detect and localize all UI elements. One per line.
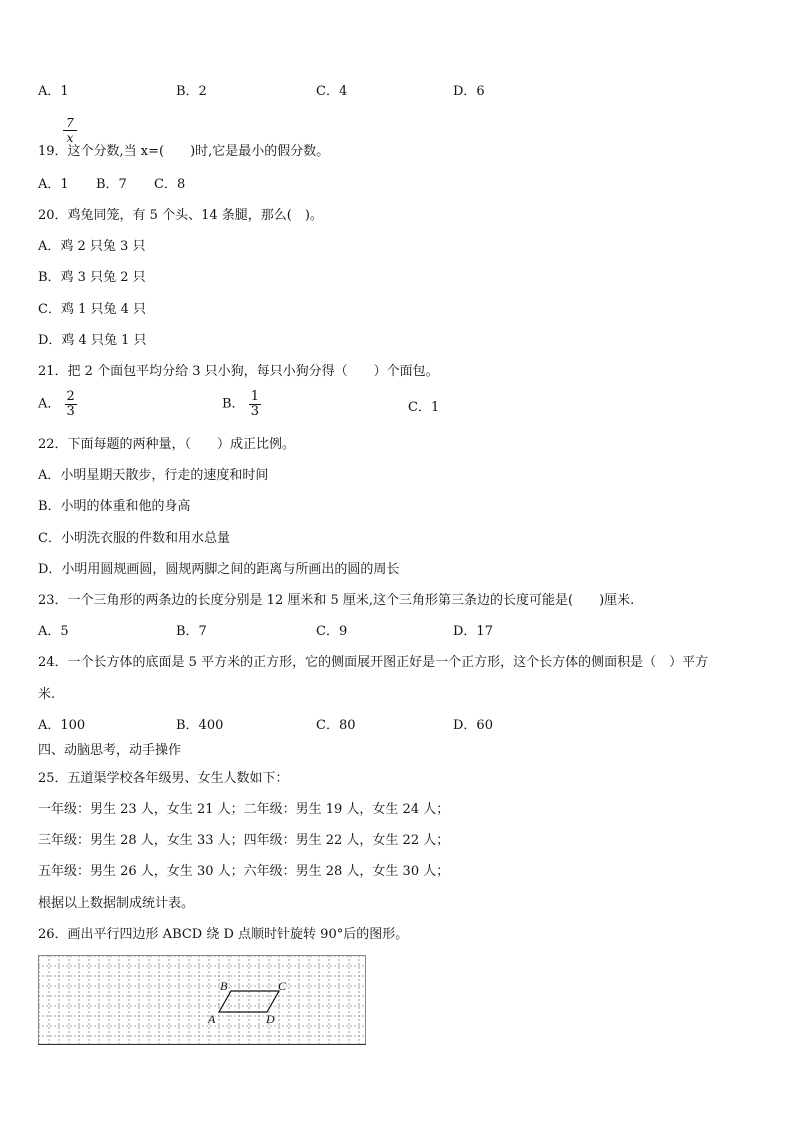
q18-option-b: B．2 xyxy=(176,84,207,99)
q18-option-c: C．4 xyxy=(316,84,348,99)
q21-option-a-fraction xyxy=(65,390,77,419)
grid-figure xyxy=(38,955,366,1045)
q20-option-b: B．鸡 3 只兔 2 只 xyxy=(38,270,146,285)
q24-option-d: D．60 xyxy=(453,718,493,733)
q26-question: 26．画出平行四边形 ABCD 绕 D 点顺时针旋转 90°后的图形。 xyxy=(38,927,409,942)
q19-option-a: A．1 xyxy=(38,177,69,192)
q19-option-b: B．7 xyxy=(96,177,127,192)
q20-option-a: A．鸡 2 只兔 3 只 xyxy=(38,239,146,254)
q21-option-a-numerator: 2 xyxy=(66,389,75,404)
grid-lines xyxy=(38,955,366,1045)
q21-option-b-fraction xyxy=(249,390,261,419)
q24-option-b: B．400 xyxy=(176,718,224,733)
q22-option-a: A．小明星期天散步，行走的速度和时间 xyxy=(38,468,269,483)
q21-option-a-denominator: 3 xyxy=(66,404,75,419)
q19-option-c: C．8 xyxy=(154,177,186,192)
q21-option-a-label: A． xyxy=(38,396,61,412)
q21-option-b xyxy=(222,390,261,419)
vertex-label-c: C xyxy=(278,979,287,993)
q23-option-d: D．17 xyxy=(453,624,493,639)
q25-instruction: 根据以上数据制成统计表。 xyxy=(38,896,195,911)
q23-option-b: B．7 xyxy=(176,624,207,639)
q25-data-row-1: 一年级：男生 23 人，女生 21 人；二年级：男生 19 人，女生 24 人； xyxy=(38,802,450,817)
q21-option-a xyxy=(38,390,77,419)
vertex-label-b: B xyxy=(220,979,228,993)
q19-fraction xyxy=(63,116,77,145)
q23-option-a: A．5 xyxy=(38,624,69,639)
q19-fraction-denominator: x xyxy=(66,131,74,145)
vertex-label-d: D xyxy=(266,1012,275,1026)
q21-option-c: C．1 xyxy=(408,400,440,415)
q19-question: 19．这个分数,当 x=( )时,它是最小的假分数。 xyxy=(38,144,330,159)
q25-question: 25．五道渠学校各年级男、女生人数如下： xyxy=(38,771,289,786)
q24-option-c: C．80 xyxy=(316,718,356,733)
q24-option-a: A．100 xyxy=(38,718,86,733)
q25-data-row-3: 五年级：男生 26 人，女生 30 人；六年级：男生 28 人，女生 30 人； xyxy=(38,864,450,879)
q21-question: 21．把 2 个面包平均分给 3 只小狗，每只小狗分得（ ）个面包。 xyxy=(38,364,439,379)
q18-option-a: A．1 xyxy=(38,84,69,99)
q20-option-c: C．鸡 1 只兔 4 只 xyxy=(38,302,147,317)
q22-option-d: D．小明用圆规画圆，圆规两脚之间的距离与所画出的圆的周长 xyxy=(38,562,400,577)
section-title: 四、动脑思考，动手操作 xyxy=(38,743,182,758)
q22-option-c: C．小明洗衣服的件数和用水总量 xyxy=(38,531,230,546)
q20-question: 20．鸡兔同笼，有 5 个头、14 条腿，那么( )。 xyxy=(38,208,323,223)
q22-option-b: B．小明的体重和他的身高 xyxy=(38,499,191,514)
q23-question: 23．一个三角形的两条边的长度分别是 12 厘米和 5 厘米,这个三角形第三条边的长度可能是( )厘米. xyxy=(38,593,635,608)
grid-border xyxy=(39,956,366,1045)
q24-question-line2: 米. xyxy=(38,687,56,702)
q22-question: 22．下面每题的两种量，（ ）成正比例。 xyxy=(38,437,296,452)
q18-option-d: D．6 xyxy=(453,84,485,99)
q21-option-b-label: B． xyxy=(222,396,245,412)
q25-data-row-2: 三年级：男生 28 人，女生 33 人；四年级：男生 22 人，女生 22 人； xyxy=(38,833,450,848)
q20-option-d: D．鸡 4 只兔 1 只 xyxy=(38,333,147,348)
q23-option-c: C．9 xyxy=(316,624,348,639)
q21-option-b-denominator: 3 xyxy=(250,404,259,419)
q19-fraction-numerator: 7 xyxy=(63,116,77,131)
q24-question-line1: 24．一个长方体的底面是 5 平方米的正方形，它的侧面展开图正好是一个正方形，这个长方体的侧面积是（ ）平方 xyxy=(38,655,709,670)
vertex-label-a: A xyxy=(208,1012,216,1026)
q21-option-b-numerator: 1 xyxy=(250,389,259,404)
